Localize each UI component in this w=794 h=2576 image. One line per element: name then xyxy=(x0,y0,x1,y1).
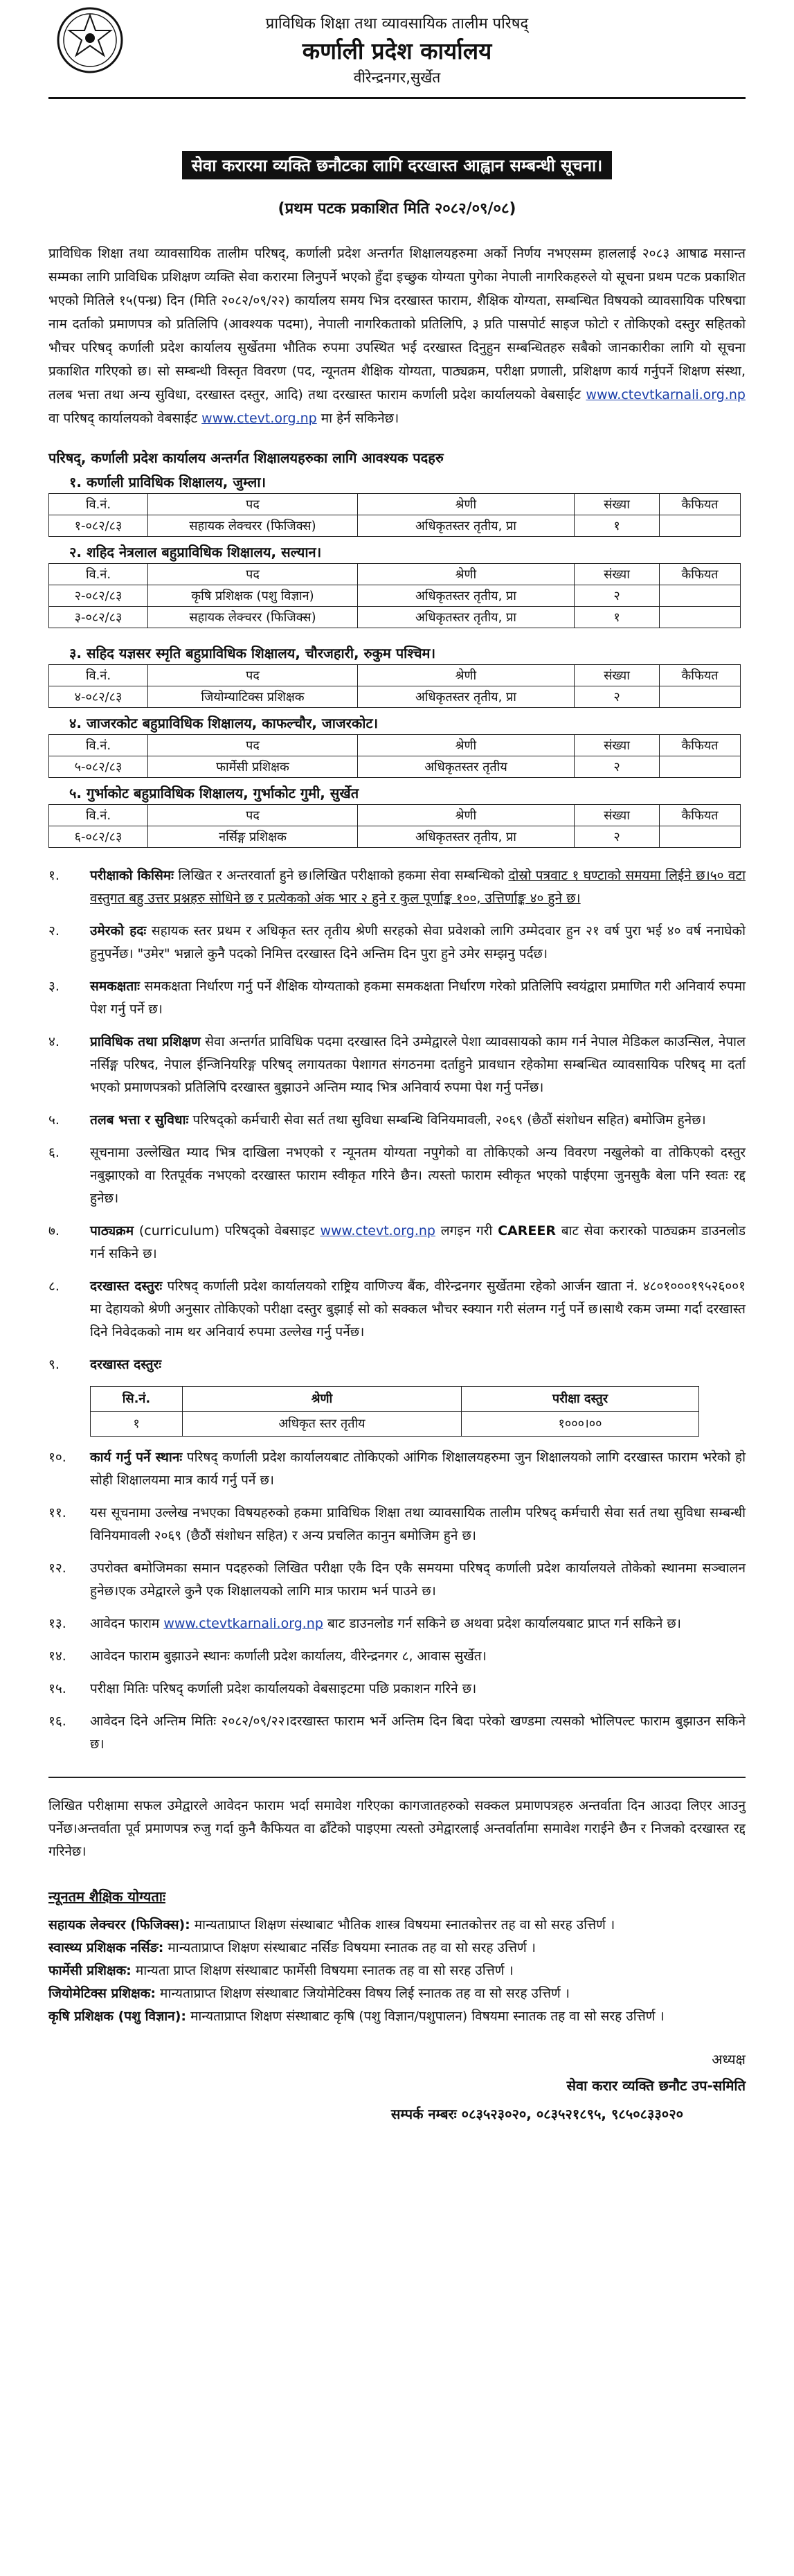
intro-text-1: प्राविधिक शिक्षा तथा व्यावसायिक तालीम परिषद्, कर्णाली प्रदेश अन्तर्गत शिक्षालयहरुमा अर्को निर्णय नभएसम्म हाललाई २०८३ आषाढ मसान्त सम्मका लागि प्राविधिक प्रशिक्षण व्यक्ति सेवा करारमा लिनुपर्ने भएको हुँदा इच्छुक योग्यता पुगेका नेपाली नागरिकहरुले यो सूचना प्रथम पटक प्रकाशित भएको मितिले १५(पन्ध्र) दिन (मिति २०८२/०९/२२) कार्यालय समय भित्र दरखास्त फाराम, शैक्षिक योग्यता, सम्बन्धित विषयको व्यावसायिक परिषद्मा नाम दर्ताको प्रमाणपत्र को प्रतिलिपि (आवश्यक पदमा), नेपाली नागरिकताको प्रतिलिपि, ३ प्रति पासपोर्ट साइज फोटो र तोकिएको दस्तुर सहितको भौचर परिषद् कर्णाली प्रदेश कार्यालय सुर्खेतमा भौतिक रुपमा उपस्थित भई दरखास्त दिनुहुन सम्बन्धितहरु सबैको जानकारीका लागि यो सूचना प्रकाशित गरिएको छ। सो सम्बन्धी विस्तृत विवरण (पद, न्यूनतम शैक्षिक योग्यता, पाठ्यक्रम, परीक्षा प्रणाली, प्रशिक्षण कार्य गर्नुपर्ने शिक्षण संस्था, तलब भत्ता तथा अन्य सुविधा, दरखास्त दस्तुर, आदि) तथा दरखास्त फाराम कर्णाली प्रदेश कार्यालयको वेबसाईट xyxy=(48,246,746,402)
cell-level: अधिकृतस्तर तृतीय, प्रा xyxy=(358,826,575,848)
cell-remark xyxy=(660,607,741,628)
qualification-post: स्वास्थ्य प्रशिक्षक नर्सिङ: xyxy=(48,1940,164,1955)
qualification-text: मान्यताप्राप्त शिक्षण संस्थाबाट कृषि (पशु विज्ञान/पशुपालन) विषयमा स्नातक तह वा सो सरह उत्तिर्ण । xyxy=(190,2009,665,2024)
posts-table xyxy=(48,493,741,537)
item-number: १. xyxy=(48,868,60,883)
list-item xyxy=(48,1710,746,1756)
table-header-row xyxy=(49,665,741,686)
item-text: सूचनामा उल्लेखित म्याद भित्र दाखिला नभएको र न्यूनतम योग्यता नपुगेको वा तोकिएको अन्य विवरण नखुलेको वा तोकिएको दस्तुर नबुझाएको वा रितपूर्वक नभएको दरखास्त फाराम स्वीकृत गरिने छैन। त्यस्तो फाराम स्वीकृत भएको पाईएमा जुनसुकै बेला पनि स्वतः रद्द हुनेछ। xyxy=(90,1145,746,1206)
qualification-post: सहायक लेक्चरर (फिजिक्स): xyxy=(48,1917,190,1933)
item-number: १०. xyxy=(48,1450,66,1465)
closing-paragraph: लिखित परीक्षामा सफल उमेद्वारले आवेदन फाराम भर्दा समावेश गरिएका कागजातहरुको सक्कल प्रमाणपत्रहरु अन्तर्वाता दिन आउदा लिएर आउनु पर्नेछ।अन्तर्वाता पूर्व प्रमाणपत्र रुजु गर्दा कुनै कैफियत वा ढाँटेको पाइएमा त्यस्तो उमेद्वारलाई अन्तर्वार्तामा समावेश गराईने छैन र निजको दरखास्त रद्द गरिनेछ। xyxy=(48,1798,746,1859)
curriculum-website-link[interactable]: www.ctevt.org.np xyxy=(320,1223,435,1238)
item-number: १३. xyxy=(48,1616,66,1631)
list-item xyxy=(48,1914,746,1937)
posts-table xyxy=(48,804,741,848)
list-item xyxy=(48,1275,746,1344)
cell-sn: १ xyxy=(91,1412,183,1437)
cell-count: १ xyxy=(575,515,660,537)
list-item xyxy=(48,1645,746,1668)
col-level: श्रेणी xyxy=(183,1387,462,1412)
col-post: पद xyxy=(148,564,358,585)
cell-num: ५-०८२/८३ xyxy=(49,756,148,778)
qualification-post: फार्मेसी प्रशिक्षक: xyxy=(48,1963,132,1978)
cell-post: सहायक लेक्चरर (फिजिक्स) xyxy=(148,607,358,628)
col-count: संख्या xyxy=(575,665,660,686)
item-heading: कार्य गर्नु पर्ने स्थानः xyxy=(90,1450,183,1465)
col-num: वि.नं. xyxy=(49,564,148,585)
item-heading: समकक्षताः xyxy=(90,979,141,994)
col-post: पद xyxy=(148,735,358,756)
table-header-row xyxy=(49,735,741,756)
cell-remark xyxy=(660,756,741,778)
list-item xyxy=(48,1960,746,1982)
col-num: वि.नं. xyxy=(49,735,148,756)
cell-num: १-०८२/८३ xyxy=(49,515,148,537)
table-row xyxy=(49,686,741,708)
list-item xyxy=(48,2005,746,2028)
item-text: आवेदन फाराम xyxy=(90,1616,160,1631)
contact-numbers: सम्पर्क नम्बरः ०८३५२३०२०, ०८३५२१८९५, ९८५०८३३०२० xyxy=(390,2106,683,2122)
school-name: ३. सहिद यज्ञसर स्मृति बहुप्राविधिक शिक्षालय, चौरजहारी, रुकुम पश्चिम। xyxy=(69,645,436,661)
list-item xyxy=(48,920,746,966)
terms-list xyxy=(48,864,746,1756)
item-heading: दरखास्त दस्तुरः xyxy=(90,1279,163,1294)
cell-count: २ xyxy=(575,826,660,848)
min-qualification-title: न्यूनतम शैक्षिक योग्यताः xyxy=(48,1888,165,1905)
office-name: कर्णाली प्रदेश कार्यालय xyxy=(302,37,492,64)
cell-num: २-०८२/८३ xyxy=(49,585,148,607)
item-heading: तलब भत्ता र सुविधाः xyxy=(90,1112,189,1128)
cell-post: सहायक लेक्चरर (फिजिक्स) xyxy=(148,515,358,537)
item-heading: परीक्षाको किसिमः xyxy=(90,868,174,883)
office-address: वीरेन्द्रनगर,सुर्खेत xyxy=(353,69,441,86)
item-text: बाट डाउनलोड गर्न सकिने छ अथवा प्रदेश कार्यालयबाट प्राप्त गर्न सकिने छ। xyxy=(327,1616,681,1631)
table-row xyxy=(49,826,741,848)
cell-count: १ xyxy=(575,607,660,628)
signature-block xyxy=(48,2046,746,2099)
col-count: संख्या xyxy=(575,735,660,756)
cell-remark xyxy=(660,515,741,537)
cell-remark xyxy=(660,585,741,607)
item-text: परिषद् कर्णाली प्रदेश कार्यालयबाट तोकिएको आंगिक शिक्षालयहरुमा जुन शिक्षालयको लागि दरखास्त फाराम भरेको हो सोही शिक्षालयमा मात्र कार्य गर्नु पर्ने छ। xyxy=(90,1450,746,1488)
cell-level: अधिकृतस्तर तृतीय, प्रा xyxy=(358,686,575,708)
item-text: परीक्षा मितिः परिषद् कर्णाली प्रदेश कार्यालयको वेबसाइटमा पछि प्रकाशन गरिने छ। xyxy=(90,1681,477,1696)
cell-count: २ xyxy=(575,585,660,607)
cell-post: कृषि प्रशिक्षक (पशु विज्ञान) xyxy=(148,585,358,607)
qualification-list xyxy=(48,1914,746,2028)
item-number: ११. xyxy=(48,1505,66,1520)
form-download-link[interactable]: www.ctevtkarnali.org.np xyxy=(163,1616,323,1631)
qualification-text: मान्यताप्राप्त शिक्षण संस्थाबाट नर्सिङ विषयमा स्नातक तह वा सो सरह उत्तिर्ण । xyxy=(168,1940,536,1955)
item-text: लिखित र अन्तरवार्ता हुने छ।लिखित परीक्षाको हकमा सेवा सम्बन्धिको xyxy=(178,868,505,883)
list-item xyxy=(48,1678,746,1700)
school-block xyxy=(48,782,746,848)
cell-level: अधिकृतस्तर तृतीय, प्रा xyxy=(358,607,575,628)
col-fee: परीक्षा दस्तुर xyxy=(462,1387,699,1412)
item-text: बाट सेवा करारको पाठ्यक्रम डाउनलोड गर्न सकिने छ। xyxy=(90,1223,746,1261)
col-post: पद xyxy=(148,494,358,515)
school-name: २. शहिद नेत्रलाल बहुप्राविधिक शिक्षालय, सल्यान। xyxy=(69,544,322,560)
item-text: आवेदन फाराम बुझाउने स्थानः कर्णाली प्रदेश कार्यालय, वीरेन्द्रनगर ८, आवास सुर्खेत। xyxy=(90,1649,487,1664)
item-text: आवेदन दिने अन्तिम मितिः २०८२/०९/२२।दरखास्त फाराम भर्ने अन्तिम दिन बिदा परेको खण्डमा त्यसको भोलिपल्ट फाराम बुझाउन सकिने छ। xyxy=(90,1714,746,1752)
list-item xyxy=(48,1353,746,1376)
cell-num: ४-०८२/८३ xyxy=(49,686,148,708)
cell-post: नर्सिङ्ग प्रशिक्षक xyxy=(148,826,358,848)
col-post: पद xyxy=(148,805,358,826)
col-level: श्रेणी xyxy=(358,665,575,686)
table-header-row xyxy=(49,494,741,515)
item-text: (curriculum) परिषद्को वेबसाइट xyxy=(138,1223,315,1238)
item-number: ३. xyxy=(48,979,60,994)
cell-remark xyxy=(660,686,741,708)
signatory-committee: सेवा करार व्यक्ति छनौट उप-समिति xyxy=(566,2077,746,2094)
qualification-post: कृषि प्रशिक्षक (पशु विज्ञान): xyxy=(48,2009,187,2024)
section-title: परिषद्, कर्णाली प्रदेश कार्यालय अन्तर्गत शिक्षालयहरुका लागि आवश्यक पदहरु xyxy=(48,450,444,466)
item-number: ४. xyxy=(48,1034,60,1049)
karnali-website-link[interactable]: www.ctevtkarnali.org.np xyxy=(586,387,746,402)
item-text: समकक्षता निर्धारण गर्नु पर्ने शैक्षिक योग्यताको हकमा समकक्षता निर्धारण गरेको प्रतिलिपि स्वयंद्वारा प्रमाणित गरी अनिवार्य रुपमा पेश गर्नु पर्ने छ। xyxy=(90,979,746,1017)
list-item xyxy=(48,1937,746,1960)
cell-fee: १०००।०० xyxy=(462,1412,699,1437)
table-row xyxy=(49,607,741,628)
school-block xyxy=(48,642,746,708)
col-level: श्रेणी xyxy=(358,805,575,826)
cell-post: फार्मेसी प्रशिक्षक xyxy=(148,756,358,778)
table-row xyxy=(49,585,741,607)
school-name: ४. जाजरकोट बहुप्राविधिक शिक्षालय, काफल्चौर, जाजरकोट। xyxy=(69,715,379,731)
item-underlined-text: दोस्रो पत्रवाट १ घण्टाको समयमा लिईने छ।५० वटा वस्तुगत बहु उत्तर प्रश्नहरु सोधिने छ र प्रत्येकको अंक भार २ हुने र कुल पूर्णाङ्क १००, उत्तिर्णाङ्क ४० हुने छ। xyxy=(90,868,746,906)
list-item xyxy=(48,1557,746,1603)
item-text: परिषद् कर्णाली प्रदेश कार्यालयको राष्ट्रिय वाणिज्य बैंक, वीरेन्द्रनगर सुर्खेतमा रहेको आर्जन खाता नं. ४८०१०००१९५२६००१ मा देहायको श्रेणी अनुसार तोकिएको परीक्षा दस्तुर बुझाई सो को सक्कल भौचर स्क्यान गरी संलग्न गर्नु पर्ने छ।साथै रकम जम्मा गर्दा दरखास्त दिने निवेदकको नाम थर अनिवार्य रुपमा उल्लेख गर्नु पर्नेछ। xyxy=(90,1279,746,1340)
item-text: यस सूचनामा उल्लेख नभएका विषयहरुको हकमा प्राविधिक शिक्षा तथा व्यावसायिक तालीम परिषद् कर्मचारी सेवा सर्त तथा सुविधा सम्बन्धी विनियमावली २०६९ (छैठौं संशोधन सहित) र अन्य प्रचलित कानुन बमोजिम हुने छ। xyxy=(90,1505,746,1543)
col-remark: कैफियत xyxy=(660,494,741,515)
item-heading: प्राविधिक तथा प्रशिक्षण xyxy=(90,1034,201,1049)
list-item xyxy=(48,1446,746,1492)
divider xyxy=(48,1777,746,1778)
item-number: ७. xyxy=(48,1223,60,1238)
col-count: संख्या xyxy=(575,494,660,515)
qualification-post: जियोमेटिक्स प्रशिक्षक: xyxy=(48,1986,156,2001)
item-number: १६. xyxy=(48,1714,66,1729)
item-text: सेवा अन्तर्गत प्राविधिक पदमा दरखास्त दिने उम्मेद्वारले पेशा व्यावसायको काम गर्न नेपाल मेडिकल काउन्सिल, नेपाल नर्सिङ्ग परिषद, नेपाल ईन्जिनियरिङ्ग परिषद् लगायतका पेशागत संगठनमा दर्ताहुने प्रावधान रहेकोमा सम्बन्धित व्यावसायिक परिषद् मा दर्ता भएको प्रमाणपत्रको प्रतिलिपि दरखास्त बुझाउने अन्तिम म्याद भित्र अनिवार्य रुपमा पेश गर्नु पर्नेछ। xyxy=(90,1034,746,1095)
cell-post: जियोम्याटिक्स प्रशिक्षक xyxy=(148,686,358,708)
intro-text-2: वा परिषद् कार्यालयको वेबसाईट xyxy=(48,411,198,426)
item-text: परिषद्को कर्मचारी सेवा सर्त तथा सुविधा सम्बन्धि विनियमावली, २०६९ (छैठौं संशोधन सहित) बमोजिम हुनेछ। xyxy=(192,1112,706,1128)
col-sn: सि.नं. xyxy=(91,1387,183,1412)
item-text: लगइन गरी xyxy=(440,1223,493,1238)
col-post: पद xyxy=(148,665,358,686)
cell-remark xyxy=(660,826,741,848)
item-number: ५. xyxy=(48,1112,60,1128)
item-number: २. xyxy=(48,923,60,939)
item-heading: दरखास्त दस्तुरः xyxy=(90,1357,162,1372)
cell-count: २ xyxy=(575,686,660,708)
col-remark: कैफियत xyxy=(660,665,741,686)
list-item xyxy=(48,1502,746,1547)
item-number: ८. xyxy=(48,1279,60,1294)
item-heading: पाठ्यक्रम xyxy=(90,1223,134,1238)
col-remark: कैफियत xyxy=(660,564,741,585)
list-item xyxy=(48,1220,746,1265)
table-header-row xyxy=(91,1387,699,1412)
qualification-text: मान्यताप्राप्त शिक्षण संस्थाबाट जियोमेटिक्स विषय लिई स्नातक तह वा सो सरह उत्तिर्ण । xyxy=(160,1986,570,2001)
school-block xyxy=(48,471,746,537)
list-item xyxy=(48,1031,746,1099)
item-number: १५. xyxy=(48,1681,66,1696)
col-remark: कैफियत xyxy=(660,805,741,826)
table-row xyxy=(91,1412,699,1437)
list-item xyxy=(48,1142,746,1210)
table-header-row xyxy=(49,564,741,585)
header-rule xyxy=(48,97,746,99)
letterhead xyxy=(48,0,746,104)
table-row xyxy=(49,515,741,537)
item-text: उपरोक्त बमोजिमका समान पदहरुको लिखित परीक्षा एकै दिन एकै समयमा परिषद् कर्णाली प्रदेश कार्यालयले तोकेको स्थानमा सञ्चालन हुनेछ।एक उमेद्वारले कुनै एक शिक्षालयको लागि मात्र फाराम भर्न पाउने छ। xyxy=(90,1561,746,1599)
cell-num: ३-०८२/८३ xyxy=(49,607,148,628)
item-number: १४. xyxy=(48,1649,66,1664)
item-number: ६. xyxy=(48,1145,60,1160)
cell-level: अधिकृतस्तर तृतीय xyxy=(358,756,575,778)
first-publish-date: (प्रथम पटक प्रकाशित मिति २०८२/०९/०८) xyxy=(278,200,516,217)
item-number: १२. xyxy=(48,1561,66,1576)
career-label: CAREER xyxy=(498,1223,556,1238)
council-name: प्राविधिक शिक्षा तथा व्यावसायिक तालीम परिषद् xyxy=(265,15,529,33)
item-number: ९. xyxy=(48,1357,60,1372)
qualification-text: मान्यता प्राप्त शिक्षण संस्थाबाट फार्मेसी विषयमा स्नातक तह वा सो सरह उत्तिर्ण । xyxy=(135,1963,514,1978)
list-item xyxy=(48,1109,746,1132)
col-count: संख्या xyxy=(575,564,660,585)
cell-count: २ xyxy=(575,756,660,778)
posts-table xyxy=(48,664,741,708)
posts-table xyxy=(48,734,741,778)
table-header-row xyxy=(49,805,741,826)
cell-level: अधिकृतस्तर तृतीय, प्रा xyxy=(358,585,575,607)
col-num: वि.नं. xyxy=(49,805,148,826)
cell-num: ६-०८२/८३ xyxy=(49,826,148,848)
posts-table xyxy=(48,563,741,628)
list-item xyxy=(48,1613,746,1635)
qualification-text: मान्यताप्राप्त शिक्षण संस्थाबाट भौतिक शास्त्र विषयमा स्नातकोत्तर तह वा सो सरह उत्तिर्ण । xyxy=(194,1917,615,1933)
signatory-title: अध्यक्ष xyxy=(712,2051,746,2068)
table-row xyxy=(49,756,741,778)
col-level: श्रेणी xyxy=(358,564,575,585)
list-item xyxy=(48,864,746,910)
col-num: वि.नं. xyxy=(49,494,148,515)
intro-paragraph xyxy=(48,242,746,430)
school-name: ५. गुर्भाकोट बहुप्राविधिक शिक्षालय, गुर्भाकोट गुमी, सुर्खेत xyxy=(69,785,359,801)
school-block xyxy=(48,712,746,778)
fee-table xyxy=(90,1386,699,1437)
col-level: श्रेणी xyxy=(358,494,575,515)
list-item xyxy=(48,975,746,1021)
item-text: सहायक स्तर प्रथम र अधिकृत स्तर तृतीय श्रेणी सरहको सेवा प्रवेशको लागि उम्मेदवार हुन २१ वर्ष पुरा भई ४० वर्ष ननाघेको हुनुपर्नेछ। "उमेर" भन्नाले कुनै पदको निमित्त दरखास्त दिने अन्तिम दिन पुरा हुने उमेर सम्झनु पर्दछ। xyxy=(90,923,746,961)
ctevt-website-link[interactable]: www.ctevt.org.np xyxy=(201,411,317,426)
school-name: १. कर्णाली प्राविधिक शिक्षालय, जुम्ला। xyxy=(69,474,267,490)
intro-text-3: मा हेर्न सकिनेछ। xyxy=(321,411,399,426)
notice-title: सेवा करारमा व्यक्ति छनौटका लागि दरखास्त आह्वान सम्बन्धी सूचना। xyxy=(182,151,613,179)
col-remark: कैफियत xyxy=(660,735,741,756)
col-level: श्रेणी xyxy=(358,735,575,756)
cell-level: अधिकृत स्तर तृतीय xyxy=(183,1412,462,1437)
col-count: संख्या xyxy=(575,805,660,826)
school-block xyxy=(48,541,746,628)
cell-level: अधिकृतस्तर तृतीय, प्रा xyxy=(358,515,575,537)
col-num: वि.नं. xyxy=(49,665,148,686)
list-item xyxy=(48,1982,746,2005)
item-heading: उमेरको हदः xyxy=(90,923,147,939)
